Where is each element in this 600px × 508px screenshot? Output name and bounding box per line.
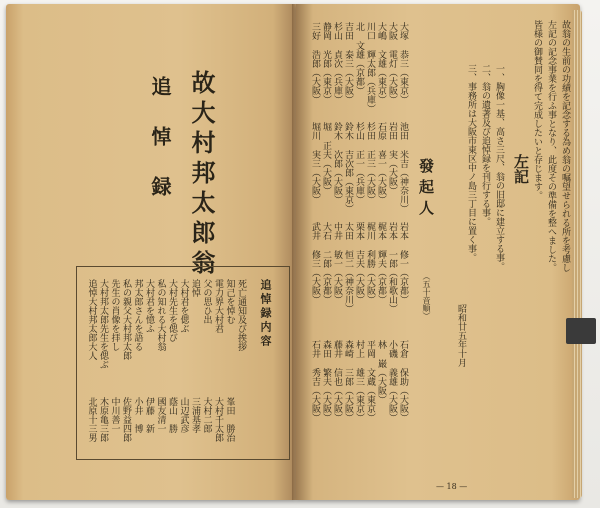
toc-entry-title: 父の思ひ出 [201, 279, 212, 324]
open-book [6, 4, 580, 504]
signer-name: 杉山 貞次（兵庫） [332, 22, 342, 104]
toc-entry-author: 三浦基孝 [190, 397, 200, 433]
table-of-contents [76, 266, 290, 460]
signer-name: 杉山 正一（兵庫） [354, 122, 364, 204]
signer-name: 岩本 一郎（和歌山） [387, 222, 397, 313]
toc-entry-author: 木原亀三郎 [98, 397, 108, 442]
signer-name: 池田 米吉（神奈川） [398, 122, 408, 213]
signer-name: 鈴木 次郎（大阪） [332, 122, 342, 204]
toc-entry-author: 蔭山 勝 [167, 397, 177, 433]
toc-entry-title: 大村邦太郎先生を偲ぶ [98, 279, 108, 369]
item-line: 三、事務所は大阪市東区中ノ島三丁目に置く事。 [466, 64, 476, 262]
signer-name: 川口 輝太郎（兵庫） [365, 22, 375, 113]
signer-name: 大嶋 文雄（東京） [376, 22, 386, 104]
signer-name: 森崎 三郎（大阪） [343, 340, 353, 422]
item-line: 一、胸像一基、高さ三尺、翁の旧邸に建立する事。 [494, 64, 504, 271]
signer-name: 石原 喜一（大阪） [376, 122, 386, 204]
toc-entry-author: 山辺武彦 [178, 397, 189, 433]
signer-name: 吉田 泰三（大阪） [343, 22, 353, 104]
right-page [296, 4, 580, 500]
signer-name: 石倉 保助（大阪） [398, 340, 408, 422]
toc-entry-title: 邦太郎さんを語る [132, 279, 143, 351]
signer-name: 大阪 電灯（大阪） [387, 22, 397, 104]
signer-name: 大石 二郎（京都） [321, 222, 331, 304]
signer-name: 藤井 信也（大阪） [332, 340, 342, 422]
binder-clip [566, 318, 596, 344]
toc-entry-author: 北原十三男 [86, 397, 97, 442]
signer-name: 堀川 実三（大阪） [310, 122, 320, 204]
notice-line: 故翁の生前の功績を記念する為め翁の嘱望せられる所を考慮し [560, 20, 570, 272]
signer-name: 杉田 正三（大阪） [365, 122, 375, 204]
signer-name: 平岡 文蔵（東京） [365, 340, 375, 422]
signer-name: 小磯 義雄（大阪） [387, 340, 397, 422]
toc-entry-title: 大村君を偲ぶ [178, 279, 189, 333]
signer-name: 北 文雄（京都） [354, 22, 364, 95]
signer-name: 栗本 吉夫（大阪） [354, 222, 364, 304]
notice-line: 皆様の御賛同を得て完成したいと存じます。 [532, 20, 542, 200]
toc-entry-author: 峯田 勝治 [224, 397, 235, 442]
signer-name: 大塚 恭三（東京） [398, 22, 408, 104]
signer-name: 梶川 利勝（大阪） [365, 222, 375, 304]
signer-name: 静岡 光郎（東京） [321, 22, 331, 104]
toc-entry-author: 國友清一 [155, 397, 166, 433]
left-page [6, 4, 296, 500]
toc-entry-author: 大村千太郎 [213, 397, 223, 442]
toc-entry-title: 電力界大村君 [213, 279, 223, 333]
signature-note: （五十音順） [422, 272, 431, 320]
toc-entry-title: 大村先生を偲び [167, 279, 177, 342]
toc-entry-title: 大村君を憶ふ [144, 279, 154, 333]
toc-entry-author: 大村二郎 [201, 397, 212, 433]
toc-heading: 追悼録内容 [259, 279, 272, 349]
signer-name: 太田 恒二（神奈川） [343, 222, 353, 313]
toc-entry-title: 死亡通知及び挨拶 [236, 279, 246, 351]
item-line: 二、翁の遺著及び追悼録を刊行する事。 [480, 64, 490, 226]
date-line: 昭和廿五年十月 [456, 304, 466, 367]
signer-name: 石井 秀吉（大阪） [310, 340, 320, 422]
signer-name: 森田 繁夫（大阪） [321, 340, 331, 422]
toc-entry-author: 小井 博 [132, 397, 143, 433]
signer-name: 村上 雄三（東京） [354, 340, 364, 422]
signer-name: 中井 敏一（大阪） [332, 222, 342, 304]
page-edges [572, 10, 582, 498]
toc-entry-author: 佐野益四郎 [121, 397, 131, 442]
toc-entry-author: 中川善一 [109, 397, 120, 433]
toc-entry-title: 追悼大村邦太郎大人 [86, 279, 97, 360]
toc-entry-title: 追悼 [190, 279, 200, 297]
memorial-title: 故大村邦太郎翁 [187, 70, 216, 280]
page-number: — 18 — [436, 482, 468, 491]
signer-name: 武井 修三（大阪） [310, 222, 320, 304]
toc-entry-title: 私の親父大村邦太郎 [121, 279, 131, 360]
signer-name: 岩田 実（大阪） [387, 122, 397, 195]
toc-entry-title: 先生の肖像を拝し [109, 279, 120, 351]
signer-name: 三好 浩郎（大阪） [310, 22, 320, 104]
signer-name: 岩本 修一（京都） [398, 222, 408, 304]
toc-entry-title: 知己を悼む [224, 279, 235, 324]
toc-entry-author: 伊藤 新 [144, 397, 154, 433]
signature-heading: 發起人 [417, 158, 435, 221]
signer-name: 鈴木 吉次郎（東京） [343, 122, 353, 213]
signer-name: 梶本 輝夫（京都） [376, 222, 386, 304]
toc-entry-title: 私の知れる大村翁 [155, 279, 166, 351]
signer-name: 林 巌（大阪） [376, 340, 386, 404]
notice-line: 左記の記念事業を行ふ事となり、此度その準備を整へました。 [546, 20, 556, 272]
memorial-subtitle: 追悼録 [148, 76, 172, 226]
section-heading: 左記 [512, 154, 530, 184]
signer-name: 堀 正夫（大阪） [321, 122, 331, 195]
